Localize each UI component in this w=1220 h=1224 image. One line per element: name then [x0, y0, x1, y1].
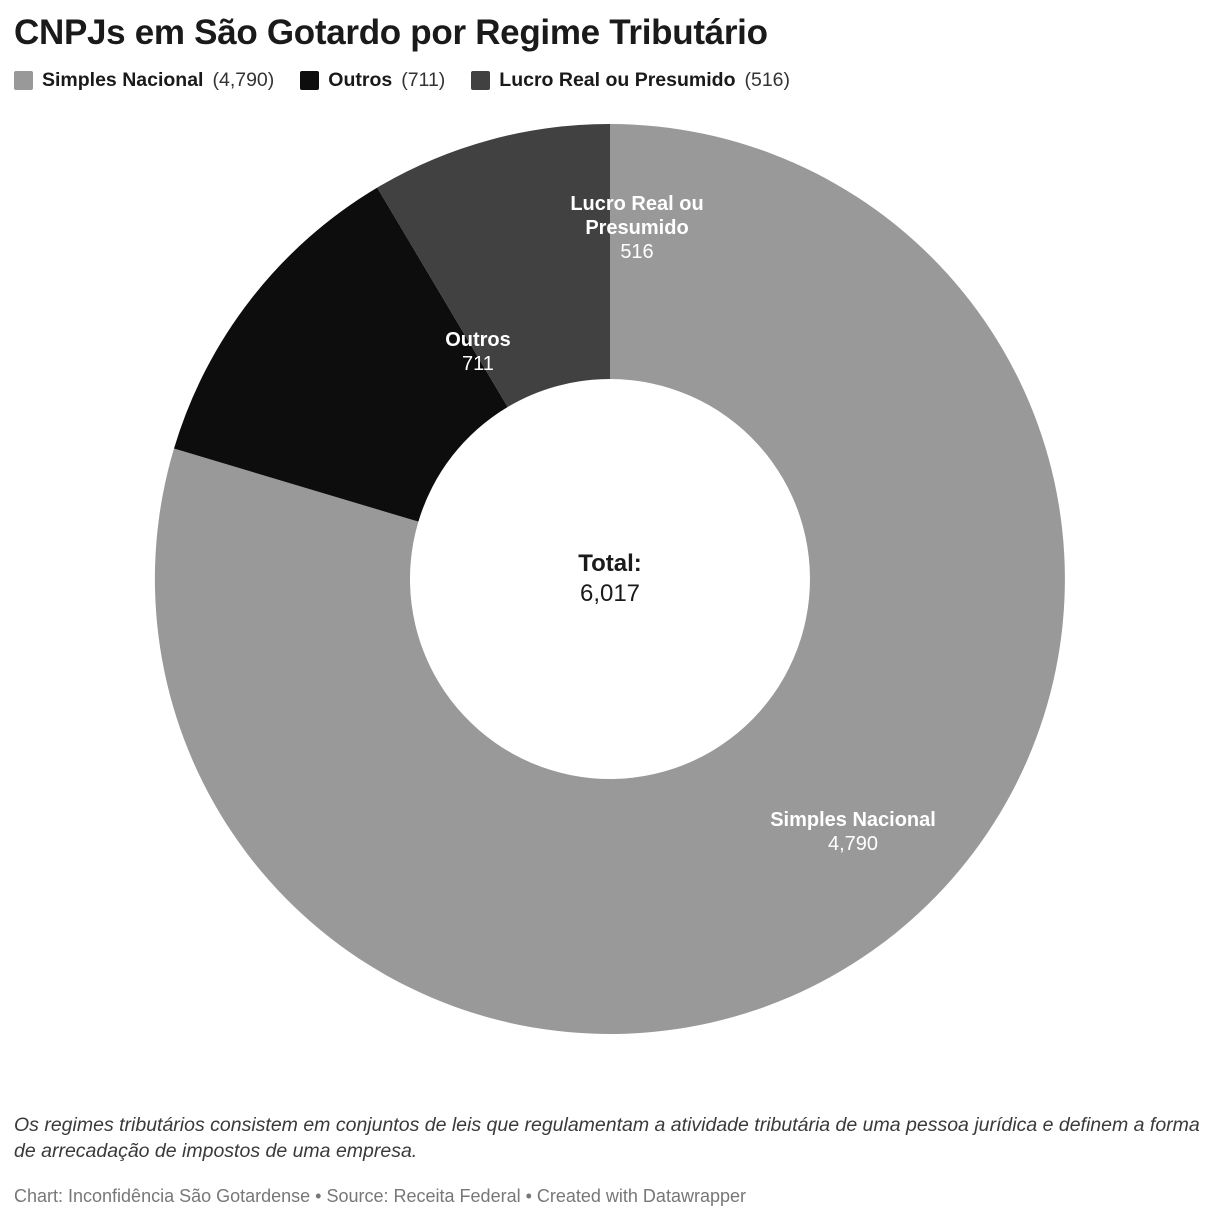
slice-label-simples-name: Simples Nacional: [770, 808, 936, 831]
donut-chart: [145, 114, 1075, 1044]
legend-swatch-simples-nacional: [14, 71, 33, 90]
legend-label-lucro-real-ou-presumido: Lucro Real ou Presumido: [499, 68, 736, 91]
legend-value-lucro-real-ou-presumido: (516): [744, 68, 791, 91]
donut-total-value: 6,017: [579, 579, 641, 607]
legend-item-simples-nacional[interactable]: [14, 69, 274, 92]
legend-label-outros: Outros: [328, 68, 393, 91]
chart-page: [0, 14, 1220, 1224]
legend-swatch-outros: [300, 71, 319, 90]
legend-value-outros: (711): [401, 68, 446, 91]
slice-label-lucro-name-line2: Presumido: [585, 216, 689, 239]
slice-label-lucro-name-line1: Lucro Real ou: [570, 192, 704, 215]
donut-total-label: Total:: [578, 549, 642, 577]
donut-svg: [145, 114, 1075, 1044]
slice-label-outros-name: Outros: [445, 328, 511, 351]
legend-item-lucro-real-ou-presumido[interactable]: [471, 69, 790, 92]
legend-item-outros[interactable]: [300, 69, 445, 92]
legend-value-simples-nacional: (4,790): [212, 68, 275, 91]
legend-label-simples-nacional: Simples Nacional: [42, 68, 204, 91]
slice-label-outros-value: 711: [462, 352, 494, 375]
legend-swatch-lucro-real-ou-presumido: [471, 71, 490, 90]
chart-footnote: Os regimes tributários consistem em conjuntos de leis que regulamentam a atividade tributária de uma pessoa jurídica e definem a forma de arrecadação de impostos de uma empresa.: [14, 1114, 1200, 1163]
page-title: CNPJs em São Gotardo por Regime Tributário: [14, 13, 768, 52]
chart-credits: Chart: Inconfidência São Gotardense • Source: Receita Federal • Created with Datawrapper: [14, 1186, 746, 1206]
slice-label-lucro-value: 516: [620, 241, 654, 264]
slice-label-simples-value: 4,790: [827, 832, 879, 855]
chart-legend: [14, 69, 1206, 92]
